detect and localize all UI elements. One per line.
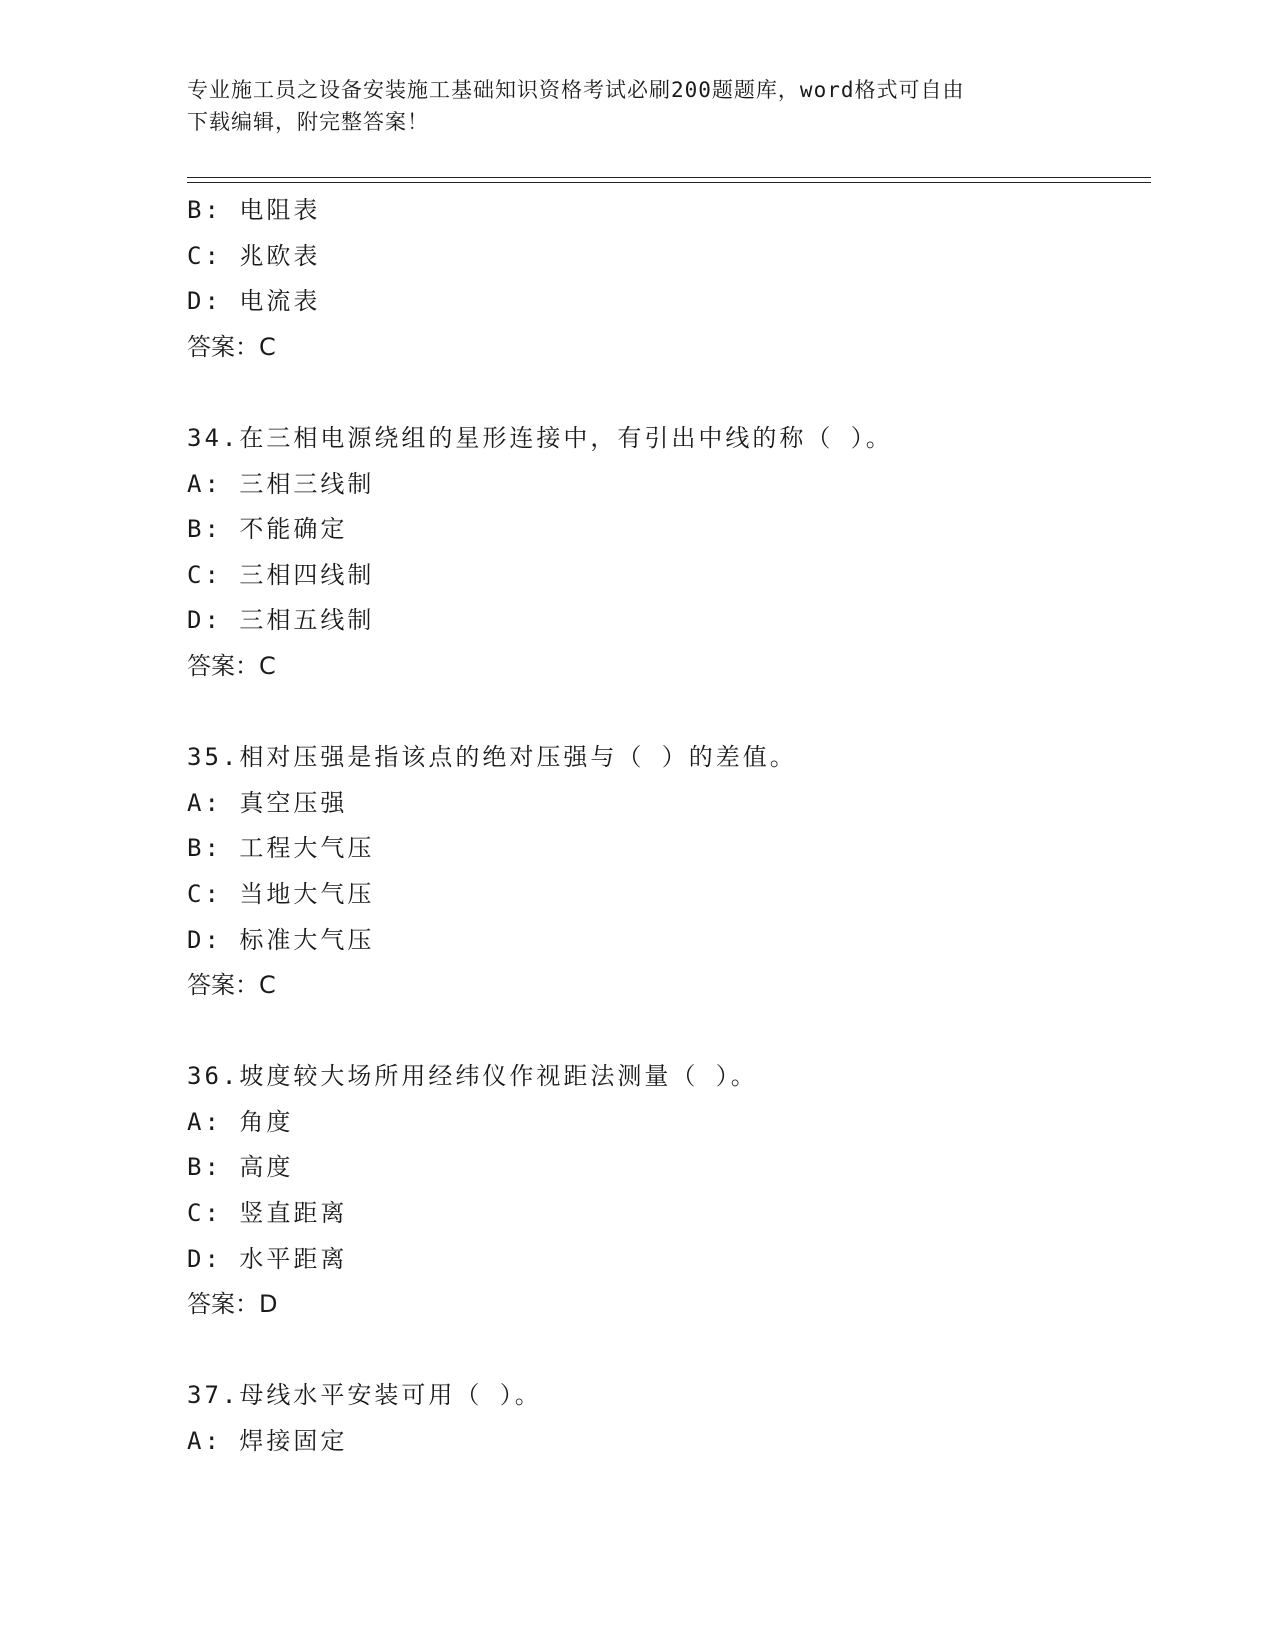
question-stem: 36.坡度较大场所用经纬仪作视距法测量（ ）。 [187, 1062, 758, 1091]
question-block-partial [187, 188, 1151, 370]
answer-line: 答案：C [187, 651, 276, 680]
spacer [187, 1328, 1151, 1374]
option-b: B: 工程大气压 [187, 834, 375, 863]
question-block-36 [187, 1054, 1151, 1328]
option-c: C: 竖直距离 [187, 1199, 348, 1228]
option-d: D: 标准大气压 [187, 925, 375, 954]
option-b: B: 电阻表 [187, 196, 321, 224]
option-a: A: 焊接固定 [187, 1427, 348, 1456]
option-c: C: 三相四线制 [187, 560, 375, 589]
header-line-2: 下载编辑，附完整答案！ [187, 110, 429, 134]
option-d: D: 水平距离 [187, 1244, 348, 1273]
header-divider-top [187, 177, 1151, 178]
option-c: C: 当地大气压 [187, 879, 375, 908]
option-d: D: 电流表 [187, 287, 321, 316]
option-a: A: 真空压强 [187, 788, 348, 817]
question-block-34 [187, 416, 1151, 690]
option-a: A: 角度 [187, 1107, 294, 1136]
question-stem: 37.母线水平安装可用（ ）。 [187, 1381, 542, 1410]
option-d: D: 三相五线制 [187, 606, 375, 635]
answer-line: 答案：D [187, 1290, 278, 1319]
document-header [187, 74, 1067, 138]
question-block-37 [187, 1373, 1151, 1464]
question-list [187, 188, 1151, 1465]
spacer [187, 370, 1151, 416]
spacer [187, 690, 1151, 736]
option-c: C: 兆欧表 [187, 241, 321, 270]
header-divider-bottom [187, 182, 1151, 183]
option-a: A: 三相三线制 [187, 469, 375, 498]
question-stem: 35.相对压强是指该点的绝对压强与（ ）的差值。 [187, 743, 797, 772]
spacer [187, 1009, 1151, 1055]
question-block-35 [187, 735, 1151, 1009]
header-line-1: 专业施工员之设备安装施工基础知识资格考试必刷200题题库，word格式可自由 [187, 78, 965, 102]
option-b: B: 不能确定 [187, 515, 348, 544]
option-b: B: 高度 [187, 1153, 294, 1182]
answer-line: 答案：C [187, 332, 276, 361]
answer-line: 答案：C [187, 971, 276, 1000]
question-stem: 34.在三相电源绕组的星形连接中，有引出中线的称（ ）。 [187, 423, 893, 452]
